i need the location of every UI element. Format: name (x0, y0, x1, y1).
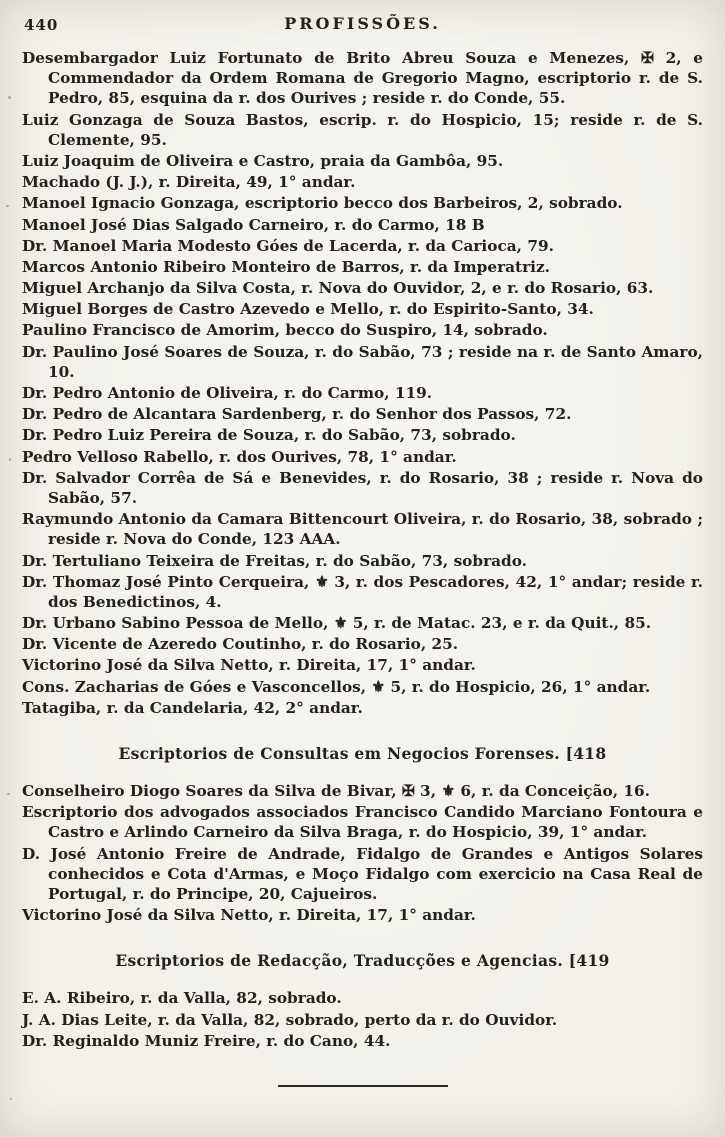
directory-entry: Dr. Pedro de Alcantara Sardenberg, r. do Senhor dos Passos, 72. (22, 405, 572, 424)
directory-entry: Victorino José da Silva Netto, r. Direita, 17, 1° andar. (22, 906, 476, 925)
section-heading: Escriptorios de Redacção, Traducções e Agencias. [419 (115, 951, 610, 971)
directory-entry: J. A. Dias Leite, r. da Valla, 82, sobrado, perto da r. do Ouvidor. (22, 1010, 558, 1029)
directory-entry: Manoel Ignacio Gonzaga, escriptorio becco dos Barbeiros, 2, sobrado. (22, 194, 623, 213)
directory-entry: Victorino José da Silva Netto, r. Direita, 17, 1° andar. (22, 656, 476, 675)
directory-entry: Dr. Urbano Sabino Pessoa de Mello, ⚜ 5, r. de Matac. 23, e r. da Quit., 85. (22, 614, 652, 633)
directory-entry: Desembargador Luiz Fortunato de Brito Abreu Souza e Menezes, ✠ 2, e Commendador da Ordem Romana de Gregorio Magno, escriptorio r. de S. Pedro, 85, esquina da r. dos Ourives ; reside r. do Conde, 55. (22, 49, 703, 108)
directory-entry: Dr. Thomaz José Pinto Cerqueira, ⚜ 3, r. dos Pescadores, 42, 1° andar; reside r. dos Benedictinos, 4. (22, 572, 703, 611)
section-redaccao (22, 951, 703, 1051)
directory-entry: D. José Antonio Freire de Andrade, Fidalgo de Grandes e Antigos Solares conhecidos e Cota d'Armas, e Moço Fidalgo com exercicio na Casa Real de Portugal, r. do Principe, 20, Cajueiros. (22, 844, 703, 903)
directory-entry: Pedro Velloso Rabello, r. dos Ourives, 78, 1° andar. (22, 447, 457, 466)
scan-speck (7, 793, 10, 795)
page-number: 440 (24, 16, 59, 34)
end-rule (278, 1085, 448, 1087)
scan-speck (8, 96, 11, 99)
running-head (22, 14, 703, 40)
directory-entry: Miguel Archanjo da Silva Costa, r. Nova do Ouvidor, 2, e r. do Rosario, 63. (22, 279, 654, 298)
directory-entry: E. A. Ribeiro, r. da Valla, 82, sobrado. (22, 989, 342, 1008)
directory-entry: Dr. Pedro Luiz Pereira de Souza, r. do Sabão, 73, sobrado. (22, 426, 516, 445)
directory-entry: Miguel Borges de Castro Azevedo e Mello, r. do Espirito-Santo, 34. (22, 300, 594, 319)
page-title: PROFISSÕES. (284, 14, 441, 33)
scan-speck (10, 1098, 12, 1100)
section-heading: Escriptorios de Consultas em Negocios Forenses. [418 (118, 744, 607, 763)
section-consultas (22, 744, 703, 925)
directory-entry: Tatagiba, r. da Candelaria, 42, 2° andar. (22, 698, 363, 717)
directory-entry: Luiz Gonzaga de Souza Bastos, escrip. r. do Hospicio, 15; reside r. de S. Clemente, 95. (22, 110, 703, 149)
directory-entry: Dr. Vicente de Azeredo Coutinho, r. do Rosario, 25. (22, 635, 459, 654)
directory-entry: Luiz Joaquim de Oliveira e Castro, praia da Gambôa, 95. (22, 151, 504, 170)
directory-entry: Marcos Antonio Ribeiro Monteiro de Barros, r. da Imperatriz. (22, 257, 550, 276)
directory-entry: Dr. Pedro Antonio de Oliveira, r. do Carmo, 119. (22, 384, 433, 402)
directory-entry: Machado (J. J.), r. Direita, 49, 1° andar. (22, 173, 356, 192)
directory-entry: Raymundo Antonio da Camara Bittencourt Oliveira, r. do Rosario, 38, sobrado ; reside r. Nova do Conde, 123 AAA. (22, 510, 703, 549)
directory-entry: Escriptorio dos advogados associados Francisco Candido Marciano Fontoura e Castro e Arlindo Carneiro da Silva Braga, r. do Hospicio, 39, 1° andar. (22, 803, 703, 842)
directory-entry: Conselheiro Diogo Soares da Silva de Bivar, ✠ 3, ⚜ 6, r. da Conceição, 16. (22, 782, 650, 800)
scan-speck (6, 205, 9, 207)
directory-entry: Dr. Reginaldo Muniz Freire, r. do Cano, 44. (22, 1031, 391, 1050)
directory-entry: Paulino Francisco de Amorim, becco do Suspiro, 14, sobrado. (22, 321, 548, 340)
directory-entry: Dr. Manoel Maria Modesto Góes de Lacerda, r. da Carioca, 79. (22, 236, 554, 255)
directory-entry: Manoel José Dias Salgado Carneiro, r. do Carmo, 18 B (22, 215, 485, 234)
section-profissoes (22, 48, 703, 718)
scan-speck (9, 458, 11, 461)
directory-entry: Cons. Zacharias de Góes e Vasconcellos, ⚜ 5, r. do Hospicio, 26, 1° andar. (22, 677, 651, 696)
directory-entry: Dr. Salvador Corrêa de Sá e Benevides, r. do Rosario, 38 ; reside r. Nova do Sabão, 57. (22, 468, 703, 507)
directory-entry: Dr. Paulino José Soares de Souza, r. do Sabão, 73 ; reside na r. de Santo Amaro, 10. (22, 342, 703, 381)
directory-entry: Dr. Tertuliano Teixeira de Freitas, r. do Sabão, 73, sobrado. (22, 551, 528, 570)
